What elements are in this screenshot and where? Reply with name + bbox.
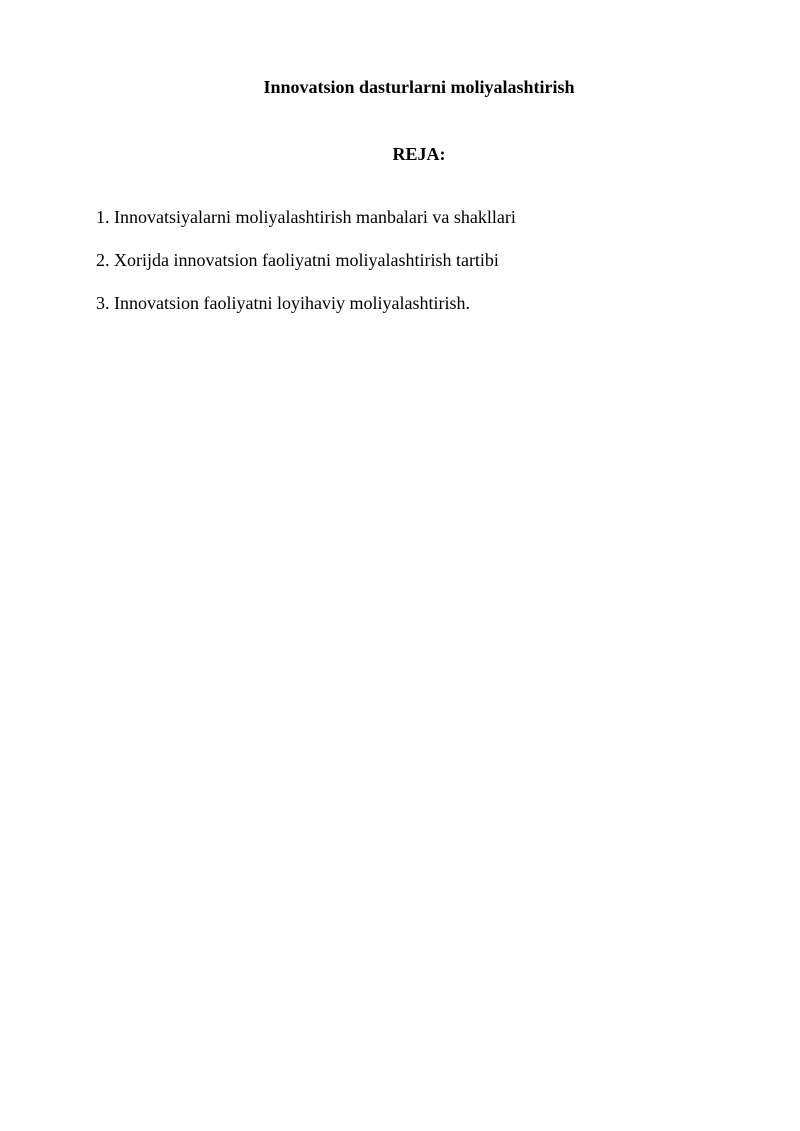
plan-item-1: 1. Innovatsiyalarni moliyalashtirish manbalari va shakllari	[96, 207, 516, 227]
plan-item-3: 3. Innovatsion faoliyatni loyihaviy moliyalashtirish.	[96, 293, 470, 313]
document-title: Innovatsion dasturlarni moliyalashtirish	[263, 77, 575, 97]
plan-heading: REJA:	[392, 144, 446, 164]
plan-item-2: 2. Xorijda innovatsion faoliyatni moliyalashtirish tartibi	[96, 250, 499, 270]
plan-list	[96, 206, 516, 335]
